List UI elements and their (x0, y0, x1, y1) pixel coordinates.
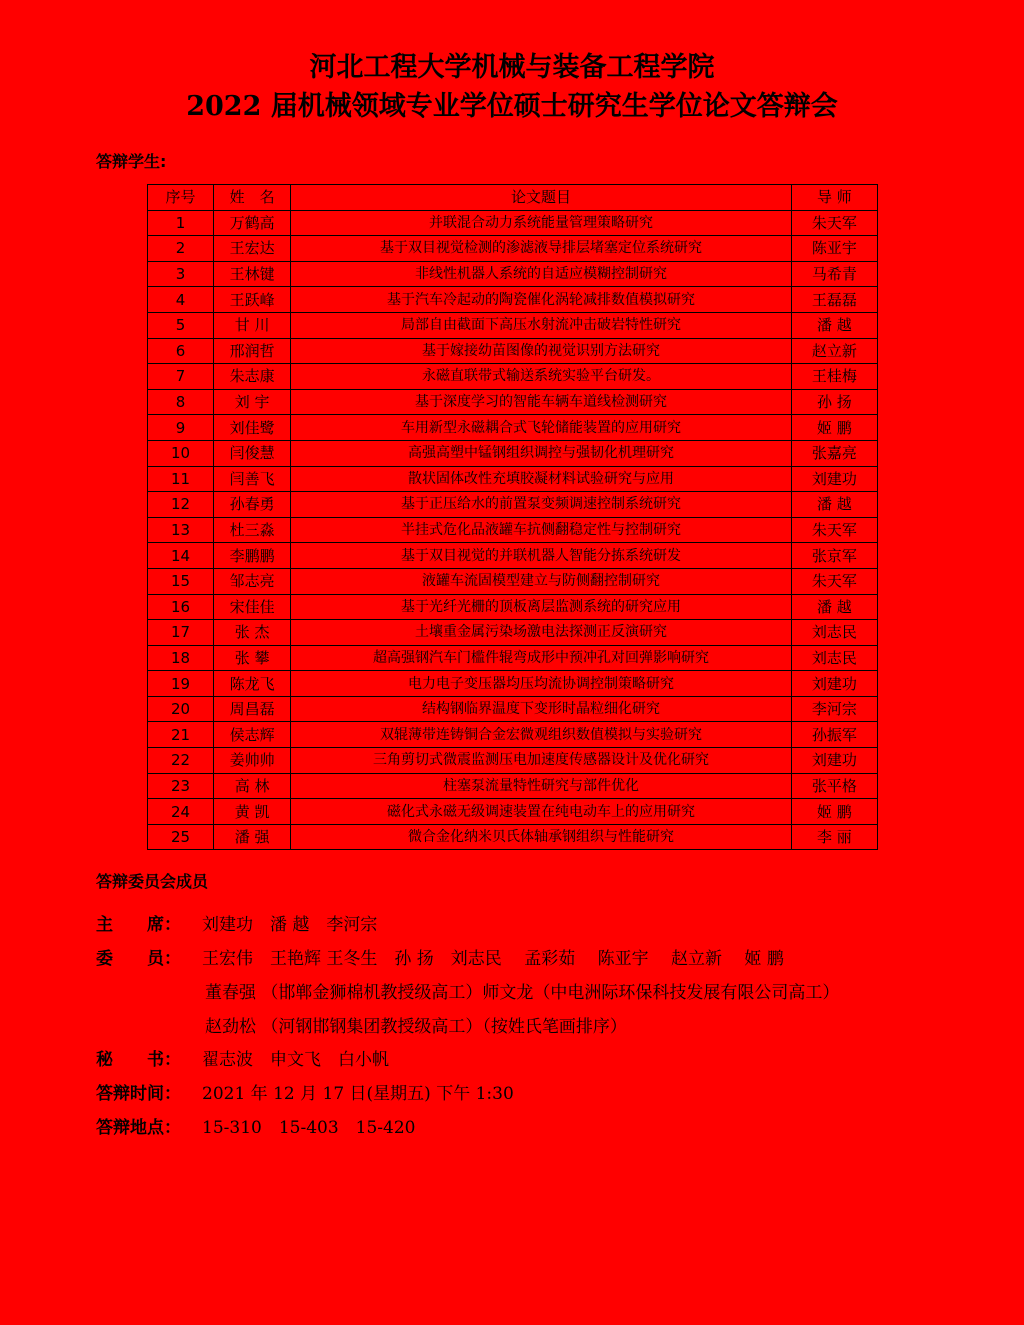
defense-place-row (96, 1116, 415, 1140)
thesis-title: 高强高塑中锰钢组织调控与强韧化机理研究 (291, 440, 792, 466)
table-row (148, 364, 878, 390)
advisor-name: 刘建功 (791, 748, 877, 774)
thesis-title: 基于深度学习的智能车辆车道线检测研究 (291, 389, 792, 415)
table-row (148, 312, 878, 338)
secretary-label: 秘 书： (96, 1050, 181, 1070)
student-name: 邢润哲 (214, 338, 291, 364)
advisor-name: 张京军 (791, 543, 877, 569)
table-row (148, 338, 878, 364)
advisor-name: 孙振军 (791, 722, 877, 748)
advisor-name: 张嘉亮 (791, 440, 877, 466)
thesis-title: 超高强钢汽车门槛件辊弯成形中预冲孔对回弹影响研究 (291, 645, 792, 671)
table-row (148, 696, 878, 722)
student-name: 姜帅帅 (214, 748, 291, 774)
members-line-3: 赵劲松 （河钢邯钢集团教授级高工）（按姓氏笔画排序） (205, 1017, 627, 1037)
table-row (148, 645, 878, 671)
thesis-title: 车用新型永磁耦合式飞轮储能装置的应用研究 (291, 415, 792, 441)
chair-row (96, 913, 377, 937)
row-number: 24 (148, 799, 214, 825)
advisor-name: 刘志民 (791, 620, 877, 646)
advisor-name: 马希青 (791, 261, 877, 287)
advisor-name: 潘 越 (791, 492, 877, 518)
table-row (148, 466, 878, 492)
row-number: 22 (148, 748, 214, 774)
row-number: 1 (148, 210, 214, 236)
row-number: 19 (148, 671, 214, 697)
table-row (148, 748, 878, 774)
advisor-name: 朱天军 (791, 210, 877, 236)
table-row (148, 799, 878, 825)
student-name: 刘 宇 (214, 389, 291, 415)
chair-label: 主 席： (96, 915, 181, 935)
row-number: 8 (148, 389, 214, 415)
header-advisor: 导 师 (791, 185, 877, 211)
student-name: 张 杰 (214, 620, 291, 646)
student-name: 周昌磊 (214, 696, 291, 722)
advisor-name: 陈亚宇 (791, 236, 877, 262)
advisor-name: 朱天军 (791, 568, 877, 594)
table-header-row (148, 185, 878, 211)
header-name: 姓 名 (214, 185, 291, 211)
row-number: 9 (148, 415, 214, 441)
students-table-body (148, 210, 878, 850)
students-label: 答辩学生: (96, 152, 167, 171)
table-row (148, 543, 878, 569)
row-number: 3 (148, 261, 214, 287)
header-number: 序号 (148, 185, 214, 211)
advisor-name: 姬 鹏 (791, 799, 877, 825)
student-name: 甘 川 (214, 312, 291, 338)
defense-time-label: 答辩时间： (96, 1084, 181, 1104)
student-name: 万鹤高 (214, 210, 291, 236)
row-number: 17 (148, 620, 214, 646)
table-row (148, 568, 878, 594)
table-row (148, 415, 878, 441)
row-number: 13 (148, 517, 214, 543)
students-table (147, 184, 878, 850)
row-number: 18 (148, 645, 214, 671)
row-number: 6 (148, 338, 214, 364)
row-number: 25 (148, 824, 214, 850)
advisor-name: 赵立新 (791, 338, 877, 364)
table-row (148, 620, 878, 646)
advisor-name: 潘 越 (791, 312, 877, 338)
row-number: 12 (148, 492, 214, 518)
advisor-name: 李 丽 (791, 824, 877, 850)
thesis-title: 基于嫁接幼苗图像的视觉识别方法研究 (291, 338, 792, 364)
table-row (148, 517, 878, 543)
thesis-title: 散状固体改性充填胶凝材料试验研究与应用 (291, 466, 792, 492)
student-name: 宋佳佳 (214, 594, 291, 620)
row-number: 14 (148, 543, 214, 569)
thesis-title: 基于汽车冷起动的陶瓷催化涡轮减排数值模拟研究 (291, 287, 792, 313)
thesis-title: 三角剪切式微震监测压电加速度传感器设计及优化研究 (291, 748, 792, 774)
student-name: 黄 凯 (214, 799, 291, 825)
table-row (148, 236, 878, 262)
defense-place-label: 答辩地点： (96, 1118, 181, 1138)
student-name: 侯志辉 (214, 722, 291, 748)
thesis-title: 柱塞泵流量特性研究与部件优化 (291, 773, 792, 799)
row-number: 10 (148, 440, 214, 466)
table-row (148, 389, 878, 415)
table-row (148, 210, 878, 236)
student-name: 杜三淼 (214, 517, 291, 543)
student-name: 孙春勇 (214, 492, 291, 518)
title-line-2: 2022 届机械领域专业学位硕士研究生学位论文答辩会 (186, 91, 838, 122)
row-number: 7 (148, 364, 214, 390)
student-name: 潘 强 (214, 824, 291, 850)
advisor-name: 朱天军 (791, 517, 877, 543)
row-number: 23 (148, 773, 214, 799)
chair-value: 刘建功 潘 越 李河宗 (202, 915, 378, 935)
student-name: 张 攀 (214, 645, 291, 671)
members-row (96, 947, 784, 971)
table-row (148, 440, 878, 466)
student-name: 邹志亮 (214, 568, 291, 594)
table-row (148, 492, 878, 518)
thesis-title: 并联混合动力系统能量管理策略研究 (291, 210, 792, 236)
thesis-title: 永磁直联带式输送系统实验平台研发。 (291, 364, 792, 390)
student-name: 闫善飞 (214, 466, 291, 492)
student-name: 刘佳鹭 (214, 415, 291, 441)
advisor-name: 潘 越 (791, 594, 877, 620)
members-label: 委 员： (96, 949, 181, 969)
advisor-name: 姬 鹏 (791, 415, 877, 441)
student-name: 王宏达 (214, 236, 291, 262)
advisor-name: 王磊磊 (791, 287, 877, 313)
student-name: 王林键 (214, 261, 291, 287)
thesis-title: 基于光纤光栅的顶板离层监测系统的研究应用 (291, 594, 792, 620)
student-name: 王跃峰 (214, 287, 291, 313)
row-number: 4 (148, 287, 214, 313)
table-row (148, 722, 878, 748)
row-number: 16 (148, 594, 214, 620)
title-line-1: 河北工程大学机械与装备工程学院 (309, 52, 715, 83)
thesis-title: 基于正压给水的前置泵变频调速控制系统研究 (291, 492, 792, 518)
thesis-title: 微合金化纳米贝氏体轴承钢组织与性能研究 (291, 824, 792, 850)
defense-place-value: 15-310 15-403 15-420 (202, 1118, 416, 1138)
table-row (148, 773, 878, 799)
thesis-title: 液罐车流固模型建立与防侧翻控制研究 (291, 568, 792, 594)
table-row (148, 287, 878, 313)
committee-label: 答辩委员会成员 (96, 872, 209, 891)
advisor-name: 刘建功 (791, 466, 877, 492)
defense-time-value: 2021 年 12 月 17 日(星期五) 下午 1:30 (202, 1084, 514, 1104)
secretary-value: 翟志波 申文飞 白小帆 (202, 1050, 389, 1070)
student-name: 高 林 (214, 773, 291, 799)
thesis-title: 电力电子变压器均压均流协调控制策略研究 (291, 671, 792, 697)
thesis-title: 结构钢临界温度下变形时晶粒细化研究 (291, 696, 792, 722)
secretary-row (96, 1048, 389, 1072)
row-number: 2 (148, 236, 214, 262)
row-number: 5 (148, 312, 214, 338)
table-row (148, 594, 878, 620)
thesis-title: 基于双目视觉的并联机器人智能分拣系统研发 (291, 543, 792, 569)
advisor-name: 李河宗 (791, 696, 877, 722)
student-name: 闫俊慧 (214, 440, 291, 466)
table-row (148, 261, 878, 287)
members-line-1: 王宏伟 王艳辉 王冬生 孙 扬 刘志民 孟彩茹 陈亚宇 赵立新 姬 鹏 (202, 949, 784, 969)
advisor-name: 张平格 (791, 773, 877, 799)
thesis-title: 半挂式危化品液罐车抗侧翻稳定性与控制研究 (291, 517, 792, 543)
advisor-name: 孙 扬 (791, 389, 877, 415)
header-thesis-title: 论文题目 (291, 185, 792, 211)
thesis-title: 双辊薄带连铸铜合金宏微观组织数值模拟与实验研究 (291, 722, 792, 748)
table-row (148, 824, 878, 850)
thesis-title: 局部自由截面下高压水射流冲击破岩特性研究 (291, 312, 792, 338)
advisor-name: 王桂梅 (791, 364, 877, 390)
advisor-name: 刘志民 (791, 645, 877, 671)
row-number: 20 (148, 696, 214, 722)
members-line-2: 董春强 （邯郸金狮棉机教授级高工）师文龙（中电洲际环保科技发展有限公司高工） (205, 983, 840, 1003)
table-row (148, 671, 878, 697)
thesis-title: 磁化式永磁无级调速装置在纯电动车上的应用研究 (291, 799, 792, 825)
thesis-title: 土壤重金属污染场激电法探测正反演研究 (291, 620, 792, 646)
student-name: 李鹏鹏 (214, 543, 291, 569)
student-name: 陈龙飞 (214, 671, 291, 697)
thesis-title: 基于双目视觉检测的渗滤液导排层堵塞定位系统研究 (291, 236, 792, 262)
student-name: 朱志康 (214, 364, 291, 390)
row-number: 11 (148, 466, 214, 492)
row-number: 21 (148, 722, 214, 748)
row-number: 15 (148, 568, 214, 594)
thesis-title: 非线性机器人系统的自适应模糊控制研究 (291, 261, 792, 287)
defense-time-row (96, 1082, 514, 1106)
advisor-name: 刘建功 (791, 671, 877, 697)
